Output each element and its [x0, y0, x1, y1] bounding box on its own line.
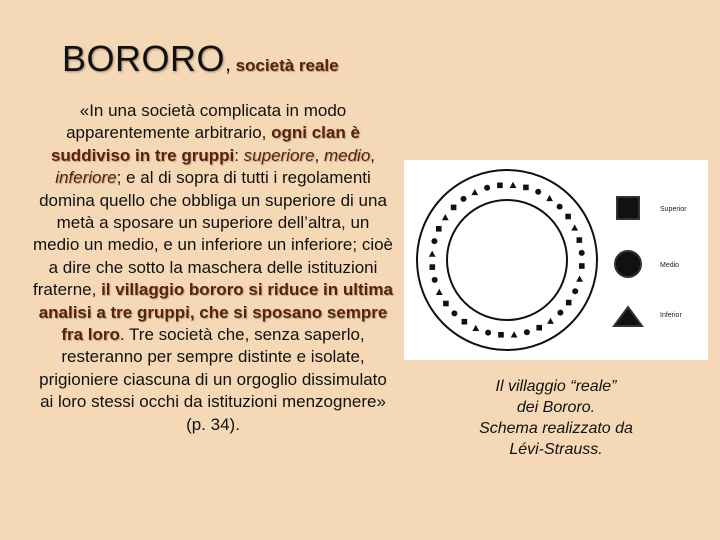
quote-text: [32, 100, 394, 436]
circle-icon: [557, 310, 563, 316]
village-inner-ring: [447, 200, 567, 320]
triangle-icon: [547, 318, 554, 324]
triangle-icon: [511, 331, 518, 337]
square-icon: [430, 264, 436, 270]
circle-icon: [432, 277, 438, 283]
square-icon: [523, 185, 529, 191]
square-icon: [566, 300, 572, 306]
quote-italic: medio: [323, 145, 371, 165]
triangle-icon: [442, 214, 449, 220]
triangle-icon: [546, 195, 553, 201]
circle-icon: [572, 288, 578, 294]
triangle-icon: [429, 251, 436, 257]
circle-icon: [579, 250, 585, 256]
quote-part: «In una società complicata in modo apparentemente arbitrario,: [66, 101, 347, 143]
title-main: BORORO: [62, 38, 226, 79]
village-diagram-svg: [404, 160, 708, 360]
circle-icon: [557, 204, 563, 210]
quote-part: ,: [370, 145, 376, 165]
square-icon: [443, 301, 449, 307]
ring-symbols: [429, 182, 585, 338]
quote-part: :: [234, 145, 244, 165]
legend-label-superior: Superior: [660, 206, 687, 213]
quote-highlight: ogni clan è suddiviso in tre gruppi: [50, 123, 360, 165]
triangle-icon: [436, 289, 443, 295]
circle-icon: [431, 238, 437, 244]
circle-icon: [485, 330, 491, 336]
village-outer-ring: [417, 170, 597, 350]
quote-part: ,: [314, 145, 324, 165]
circle-icon: [461, 196, 467, 202]
triangle-icon: [614, 307, 642, 326]
square-icon: [451, 205, 457, 211]
triangle-icon: [510, 182, 517, 188]
title-separator: ,: [225, 51, 232, 76]
quote-italic: inferiore: [55, 168, 117, 188]
caption-line: Il villaggio “reale”: [495, 378, 617, 395]
caption-line: Lévi-Strauss.: [509, 441, 603, 458]
diagram-caption: [448, 376, 664, 460]
square-icon: [462, 319, 468, 325]
title-subtitle: società reale: [235, 56, 339, 75]
circle-icon: [524, 329, 530, 335]
caption-line: dei Bororo.: [516, 399, 596, 416]
square-icon: [577, 237, 583, 243]
caption-line: Schema realizzato da: [479, 420, 633, 437]
circle-icon: [484, 185, 490, 191]
quote-highlight: il villaggio bororo si riduce in ultima analisi a tre gruppi, che si sposano sempre fra loro: [38, 280, 393, 345]
quote-part: . Tre società che, senza saperlo, resteranno per sempre distinte e isolate, prigioniere ciascuna di un orgoglio dissimulato ai loro stessi occhi da istituzioni menzognere» (p. 34).: [39, 325, 387, 434]
legend-label-medio: Medio: [660, 262, 680, 269]
circle-icon: [615, 251, 641, 277]
square-icon: [565, 214, 571, 220]
square-icon: [498, 332, 504, 338]
quote-italic: superiore: [243, 145, 315, 165]
legend: [614, 197, 687, 326]
slide-title: [62, 38, 339, 80]
quote-part: ; e al di sopra di tutti i regolamenti domina quello che obbliga un superiore di una metà a sposare un superiore dell’altra, un medio un medio, e un inferiore un inferiore; cioè a dire che sotto la maschera delle istituzioni fraterne,: [32, 168, 394, 300]
triangle-icon: [472, 325, 479, 331]
square-icon: [497, 183, 503, 189]
circle-icon: [451, 310, 457, 316]
square-icon: [617, 197, 639, 219]
circle-icon: [535, 189, 541, 195]
square-icon: [536, 325, 542, 331]
square-icon: [436, 226, 442, 232]
triangle-icon: [576, 276, 583, 282]
village-diagram: [404, 160, 708, 360]
triangle-icon: [471, 189, 478, 195]
triangle-icon: [571, 224, 578, 230]
legend-label-inferior: Inferior: [660, 312, 682, 319]
square-icon: [579, 263, 585, 269]
